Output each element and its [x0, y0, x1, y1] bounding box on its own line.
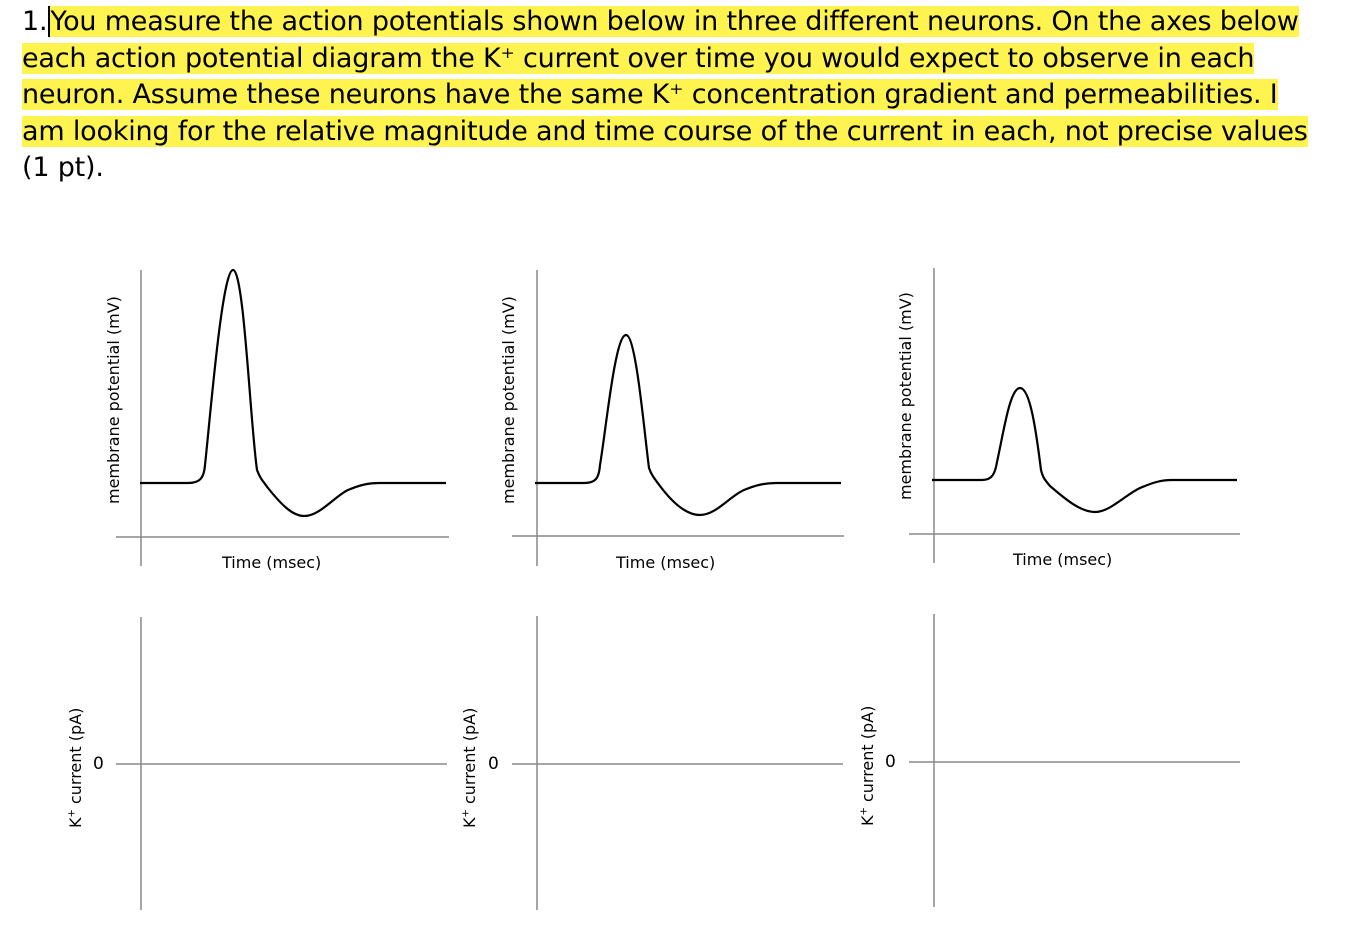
x-axis-label-time: Time (msec): [616, 553, 716, 572]
y-axis-label-mv: membrane potential (mV): [104, 296, 123, 504]
action-potential-trace: [932, 388, 1237, 512]
x-axis-label-time: Time (msec): [222, 553, 322, 572]
y-axis-label-mv: membrane potential (mV): [499, 296, 518, 504]
question-points: (1 pt).: [22, 152, 104, 183]
y-axis-label-k-current: K+ current (pA): [460, 707, 479, 828]
y-axis-label-k-current: K+ current (pA): [858, 705, 877, 826]
y-axis-label-k-current: K+ current (pA): [66, 707, 85, 828]
x-axis-label-time: Time (msec): [1013, 550, 1113, 569]
zero-tick-label: 0: [885, 752, 896, 772]
action-potential-trace: [140, 270, 446, 516]
question-text: [22, 4, 1322, 187]
question-number: 1.: [22, 6, 48, 37]
zero-tick-label: 0: [93, 754, 104, 774]
zero-tick-label: 0: [488, 754, 499, 774]
y-axis-label-mv: membrane potential (mV): [896, 292, 915, 500]
question-highlighted-text: You measure the action potentials shown below in three different neurons. On the axes below each action potential diagram the K⁺ current over time you would expect to observe in each neuron. Assume these neurons have the same K⁺ concentration gradient and permeabilities. I am looking for the relative magnitude and time course of the current in each, not precise values: [22, 6, 1308, 147]
action-potential-trace: [535, 335, 841, 515]
